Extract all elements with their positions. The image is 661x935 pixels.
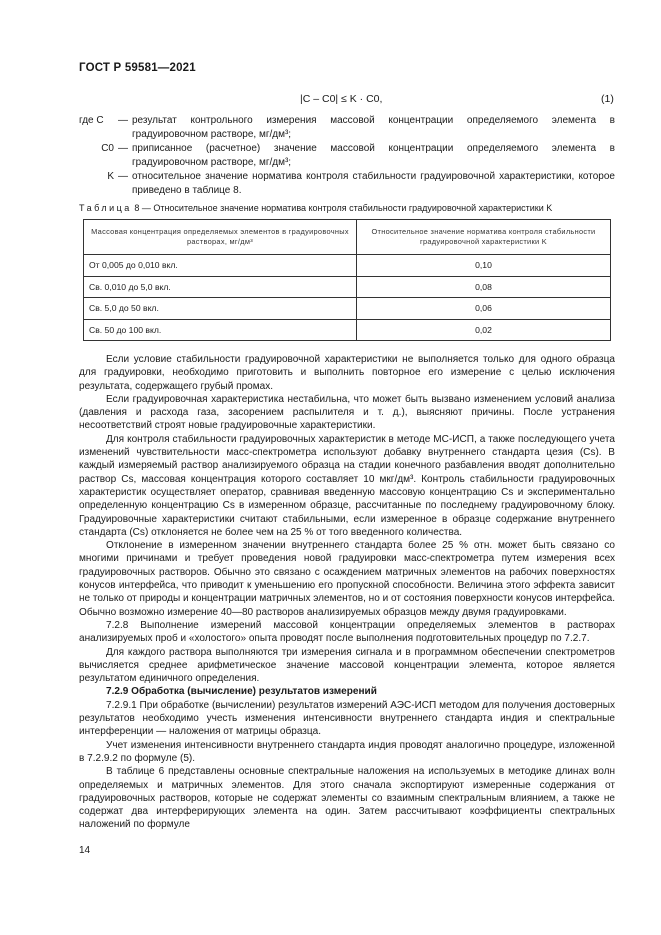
page-number: 14 xyxy=(79,845,91,856)
cell-range: Св. 5,0 до 50 вкл. xyxy=(84,298,357,320)
column-header-norm: Относительное значение норматива контроля стабильности градуировочной характеристики K xyxy=(357,220,611,255)
definition-text: относительное значение норматива контроля стабильности градуировочной характеристики, которое приведено в таблице 8. xyxy=(132,171,615,196)
cell-value: 0,10 xyxy=(357,255,611,277)
paragraph: Для контроля стабильности градуировочных характеристик в методе МС-ИСП, а также последующего учета изменений чувствительности масс-спектрометра используют добавку внутреннего стандарта цезия (Cs). В каждый измеряемый раствор анализируемого образца на стадии конечного разбавления вводят дополнительно раствор Cs, массовая концентрация которого составляет 10 мкг/дм³. Контроль стабильности градуировочных характеристик осуществляет оператор, сравнивая введенную массовую концентрацию Cs и экспериментально определенную концентрацию Cs в измеренном образце, рассчитанные по последнему градуировочному блоку. Градуировочные характеристики считают стабильными, если измеренное в образце содержание внутреннего стандарта (Cs) отклоняется не более чем на 25 % от того введенного количества. xyxy=(79,433,615,538)
paragraph: Если условие стабильности градуировочной характеристики не выполняется только для одного образца для градуировки, необходимо приготовить и выполнить повторное его измерение с целью исключения результата, содержащего грубый промах. xyxy=(79,354,615,392)
definition-term: K xyxy=(107,171,114,182)
document-code: ГОСТ Р 59581—2021 xyxy=(79,62,196,74)
formula-number: (1) xyxy=(601,93,614,105)
paragraph: 7.2.8 Выполнение измерений массовой концентрации определяемых элементов в растворах анализируемых проб и «холостого» опыта проводят после выполнения подготовительных процедур по 7.2.7. xyxy=(79,619,615,645)
section-heading: 7.2.9 Обработка (вычисление) результатов измерений xyxy=(106,686,377,698)
formula-expression: |C – C0| ≤ K · C0, xyxy=(300,93,383,105)
paragraph: Отклонение в измеренном значении внутреннего стандарта более 25 % отн. может быть связано со многими причинами и требует проведения новой градуировки масс-спектрометра путем измерения всех градуировочных растворов. Обычно это связано с осаждением матричных элементов на рабочих поверхностях конусов интерфейса, что приводит к уменьшению его пропускной способности. Величина этого эффекта зависит не только от природы и концентрации матричных элементов, но и от состояния поверхности конусов интерфейса. Обычно возможно измерение 40—80 растворов анализируемых образцов между двумя градуировками. xyxy=(79,540,616,618)
table-row xyxy=(84,298,611,320)
paragraph: Учет изменения интенсивности внутреннего стандарта индия проводят аналогично процедуре, изложенной в 7.2.9.2 по формуле (5). xyxy=(79,739,615,764)
table-caption-label: Таблица xyxy=(79,203,132,213)
table-row xyxy=(84,276,611,298)
table-caption-text: 8 — Относительное значение норматива контроля стабильности градуировочной характеристики K xyxy=(134,203,553,213)
table-row xyxy=(84,255,611,277)
cell-range: От 0,005 до 0,010 вкл. xyxy=(84,255,357,277)
paragraph: В таблице 6 представлены основные спектральные наложения на используемых в методике длинах волн определяемых и матричных элементов. Для этого сначала экспортируют измеренные содержания от градуировочных растворов, которые не содержат элементы со взаимным спектральным влиянием, а также не содержат два интерферирующих элемента на один. Затем рассчитывают коэффициенты спектральных наложений по формуле xyxy=(79,766,615,831)
body-text xyxy=(79,353,615,832)
stability-norm-table xyxy=(83,219,611,341)
paragraph: Если градуировочная характеристика нестабильна, что может быть вызвано изменением условий анализа (давления и расхода газа, засорением распылителя и т. д.), выясняют причины. После устранения несоответствий строят новые градуировочные характеристики. xyxy=(79,393,615,432)
definition-row: где C — результат контрольного измерения массовой концентрации определяемого элемента в градуировочном растворе, мг/дм³; xyxy=(79,115,615,140)
column-header-concentration: Массовая концентрация определяемых элементов в градуировочных растворах, мг/дм³ xyxy=(84,220,357,255)
definition-row: K — относительное значение норматива контроля стабильности градуировочной характеристики, которое приведено в таблице 8. xyxy=(79,170,615,197)
table-row xyxy=(84,319,611,341)
cell-value: 0,06 xyxy=(357,298,611,320)
cell-value: 0,02 xyxy=(357,319,611,341)
cell-value: 0,08 xyxy=(357,276,611,298)
cell-range: Св. 0,010 до 5,0 вкл. xyxy=(84,276,357,298)
definition-row: C0 — приписанное (расчетное) значение массовой концентрации определяемого элемента в градуировочном растворе, мг/дм³; xyxy=(79,142,615,169)
table-caption xyxy=(79,203,619,213)
definition-text: приписанное (расчетное) значение массовой концентрации определяемого элемента в градуировочном растворе, мг/дм³; xyxy=(132,143,615,168)
paragraph: 7.2.9.1 При обработке (вычислении) результатов измерений АЭС-ИСП методом для получения достоверных результатов необходимо учесть изменения интенсивности внутреннего стандарта индия и спектральные интерференции — наложения от матрицы образца. xyxy=(79,699,615,738)
definition-term: где C xyxy=(79,115,104,126)
definition-term: C0 xyxy=(101,143,114,154)
paragraph: Для каждого раствора выполняются три измерения сигнала и в программном обеспечении спектрометров вычисляется среднее арифметическое значение массовой концентрации элемента, которое является результатом единичного определения. xyxy=(79,646,615,685)
cell-range: Св. 50 до 100 вкл. xyxy=(84,319,357,341)
formula-definitions xyxy=(79,114,615,198)
table-header-row xyxy=(84,220,611,255)
definition-text: результат контрольного измерения массовой концентрации определяемого элемента в градуировочном растворе, мг/дм³; xyxy=(132,115,615,140)
